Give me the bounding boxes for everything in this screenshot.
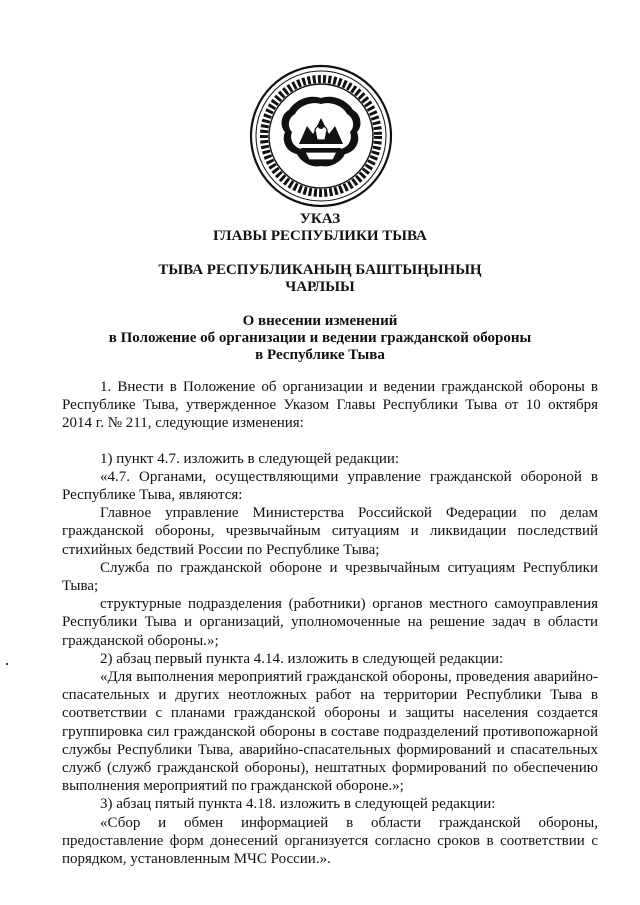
decree-subject-line-1: О внесении изменений [242,313,398,329]
decree-body [62,378,598,868]
paragraph-4-14: «Для выполнения мероприятий гражданской обороны, проведения аварийно-спасательных и других неотложных работ на территории Республики Тыва в соответствии с планами гражданской обороны и защиты населения создается группировка сил гражданской обороны в составе подразделений противопожарной службы Республики Тыва, аварийно-спасательных формирований и спасательных служб (служб гражданской обороны), нештатных формирований по обеспечению выполнения мероприятий по гражданской обороне.»; [62,669,598,795]
paragraph-amendment-2: 2) абзац первый пункта 4.14. изложить в следующей редакции: [100,650,504,667]
paragraph-4-18: «Сбор и обмен информацией в области гражданской обороны, предоставление форм донесений организуется согласно сроков в соответствии с порядком, установленным МЧС России.». [62,814,598,868]
decree-title-tuvan-2: ЧАРЛЫЫ [285,279,355,295]
coat-of-arms-of-tuva-icon [249,64,393,208]
paragraph-4-7: «4.7. Органами, осуществляющими управление гражданской обороной в Республике Тыва, являются: [62,468,598,504]
decree-title-tuvan: ТЫВА РЕСПУБЛИКАНЫҢ БАШТЫҢЫНЫҢ [158,262,482,278]
decree-subject-line-2: в Положение об организации и ведении гражданской обороны [108,330,532,346]
paragraph-1: 1. Внести в Положение об организации и ведении гражданской обороны в Республике Тыва, утвержденное Указом Главы Республики Тыва от 10 октября 2014 г. № 211, следующие изменения: [62,379,598,432]
paragraph-amendment-3: 3) абзац пятый пункта 4.18. изложить в следующей редакции: [100,796,496,813]
margin-dot [6,663,8,665]
decree-title: УКАЗ [299,211,341,227]
paragraph-amendment-1: 1) пункт 4.7. изложить в следующей редакции: [100,450,400,467]
paragraph-main-directorate: Главное управление Министерства Российской Федерации по делам гражданской обороны, чрезвычайным ситуациям и ликвидации последствий стихийных бедствий России по Республике Тыва; [62,505,598,558]
decree-subject-line-3: в Республике Тыва [255,347,385,363]
paragraph-civil-defense-service: Служба по гражданской обороне и чрезвычайным ситуациям Республики Тыва; [62,559,598,595]
paragraph-structural-units: структурные подразделения (работники) органов местного самоуправления Республики Тыва и организаций, уполномоченные на решение задач в области гражданской обороны.»; [62,596,598,649]
decree-issuer: ГЛАВЫ РЕСПУБЛИКИ ТЫВА [213,228,427,244]
